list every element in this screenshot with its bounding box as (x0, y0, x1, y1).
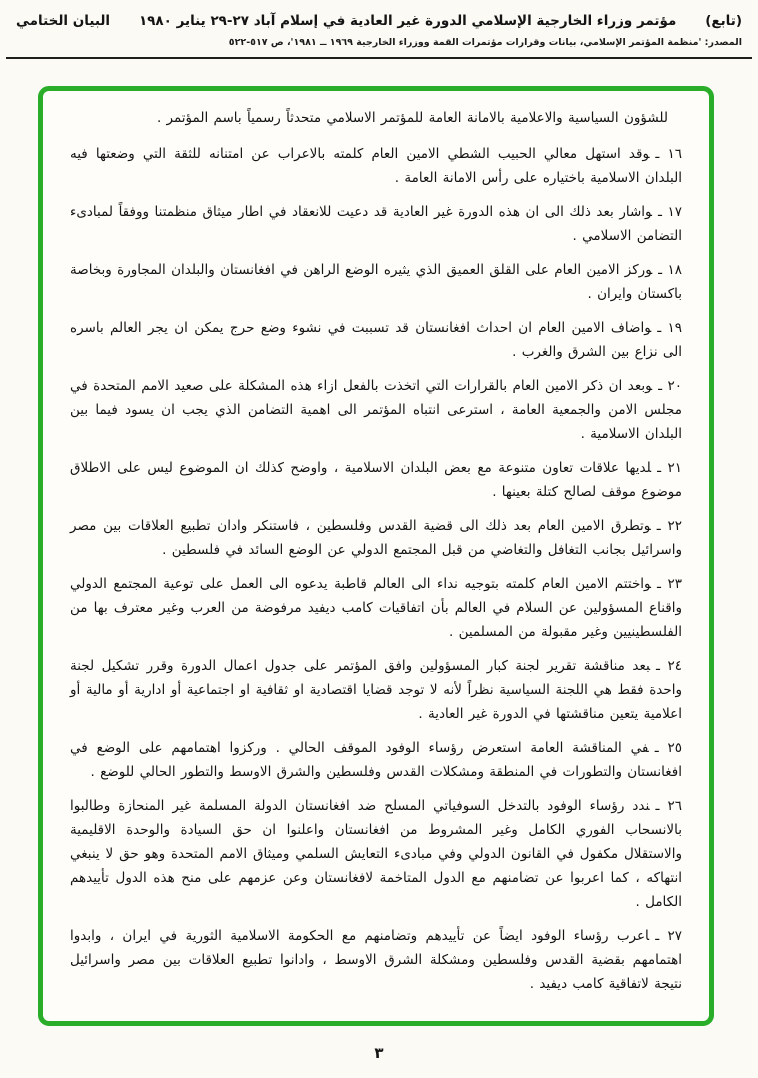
body-paragraph-26 (70, 794, 682, 914)
paragraph-text: وركز الامين العام على القلق العميق الذي يثيره الوضع الراهن في افغانستان والبلدان المجاورة وبخاصة باكستان وايران . (70, 262, 682, 302)
body-paragraph-24 (70, 654, 682, 726)
body-paragraph-27 (70, 924, 682, 996)
body-paragraph-18 (70, 258, 682, 306)
paragraph-text: وتطرق الامين العام بعد ذلك الى قضية القدس وفلسطين ، فاستنكر وادان تطبيع العلاقات بين مصر واسرائيل بجانب التغافل والتغاضي من قبل المجتمع الدولي عن الوضع السائد في فلسطين . (70, 518, 682, 558)
paragraph-number: ٢٣ ـ (657, 576, 682, 592)
intro-paragraph: للشؤون السياسية والاعلامية بالامانة العامة للمؤتمر الاسلامي متحدثاً رسمياً باسم المؤتمر . (156, 110, 668, 126)
document-title-line (16, 13, 742, 29)
body-paragraph-19 (70, 316, 682, 364)
paragraph-number: ٢٦ ـ (655, 798, 682, 814)
paragraph-text: واختتم الامين العام كلمته بتوجيه نداء الى العالم قاطبة يدعوه الى العمل على توعية المجتمع الدولي واقناع المسؤولين عن السلام في العالم بأن اتفاقيات كامب ديفيد مرفوضة من العرب وغير معترف بها من الفلسطينيين وغير مقبولة من المسلمين . (70, 576, 682, 640)
paragraph-number: ١٧ ـ (657, 204, 682, 220)
paragraph-number: ٢٢ ـ (656, 518, 682, 534)
source-line: المصدر: 'منظمة المؤتمر الإسلامي، بيانات وقرارات مؤتمرات القمة ووزراء الخارجية ١٩٦٩ ــ ١٩٨١'، ص ٥١٧-٥٢٢ (228, 37, 742, 48)
body-paragraph-16 (70, 142, 682, 190)
paragraph-number: ٢٥ ـ (654, 740, 682, 756)
paragraph-text: واضاف الامين العام ان احداث افغانستان قد تسببت في نشوء وضع حرج يمكن ان يجر العالم باسره الى نزاع بين الشرق والغرب . (70, 320, 682, 360)
paragraph-number: ٢٤ ـ (656, 658, 682, 674)
document-body-frame (38, 86, 714, 1026)
page-number: ٣ (374, 1044, 384, 1062)
paragraph-number: ٢٧ ـ (655, 928, 683, 944)
paragraph-number: ١٦ ـ (655, 146, 682, 162)
continued-label: (تابع) (705, 13, 742, 29)
paragraph-text: وقد استهل معالي الحبيب الشطي الامين العام كلمته بالاعراب عن امتنانه للثقة التي وضعتها فيه البلدان الاسلامية باختياره على رأس الامانة العامة . (70, 146, 682, 186)
paragraph-number: ٢١ ـ (657, 460, 683, 476)
paragraph-text: واشار بعد ذلك الى ان هذه الدورة غير العادية قد دعيت للانعقاد في اطار ميثاق منظمتنا ووفقاً لمبادىء التضامن الاسلامي . (70, 204, 682, 244)
paragraph-number: ١٩ ـ (657, 320, 683, 336)
document-title: مؤتمر وزراء الخارجية الإسلامي الدورة غير العادية في إسلام آباد ٢٧-٢٩ يناير ١٩٨٠ (138, 13, 677, 29)
paragraph-text: وبعد ان ذكر الامين العام بالقرارات التي اتخذت بالفعل ازاء هذه المشكلة على صعيد الامم المتحدة في مجلس الامن والجمعية العامة ، استرعى انتباه المؤتمر الى اهمية التضامن الذي يجب ان يسود فيما بين البلدان الاسلامية . (70, 378, 682, 442)
body-paragraph-23 (70, 572, 682, 644)
paragraph-text: بعد مناقشة تقرير لجنة كبار المسؤولين وافق المؤتمر على جدول اعمال الدورة وقرر تشكيل لجنة واحدة فقط هي اللجنة السياسية نظراً لأنه لا توجد قضايا اقتصادية او ثقافية او اجتماعية أو ادارية أو مالية أو اعلامية يتعين مناقشتها في الدورة غير العادية . (70, 658, 682, 722)
body-paragraph-21 (70, 456, 682, 504)
paragraph-text: ندد رؤساء الوفود بالتدخل السوفياتي المسلح ضد افغانستان الدولة المسلمة غير المنحازة وطالبوا بالانسحاب الفوري الكامل وغير المشروط من افغانستان واعلنوا ان حق السيادة والوحدة الاقليمية والاستقلال مكفول في القانون الدولي وفي مبادىء التعايش السلمي وميثاق الامم المتحدة وهو حق لا ينبغي انتهاكه ، كما اعربوا عن تضامنهم مع الدول المتاخمة لافغانستان وعن عزمهم على منح هذه الدول تأييدهم الكامل . (70, 798, 682, 910)
document-subtitle: البيان الختامي (16, 13, 111, 29)
paragraph-text: اعرب رؤساء الوفود ايضاً عن تأييدهم وتضامنهم مع الحكومة الاسلامية الثورية في ايران ، وابدوا اهتمامهم بقضية القدس وفلسطين ومشكلة الشرق الاوسط ، وادانوا تطبيع العلاقات بين مصر واسرائيل نتيجة لاتفاقية كامب ديفيد . (70, 928, 682, 992)
body-paragraph-25 (70, 736, 682, 784)
body-paragraph-22 (70, 514, 682, 562)
body-paragraph-17 (70, 200, 682, 248)
paragraph-text: لديها علاقات تعاون متنوعة مع بعض البلدان الاسلامية ، واوضح كذلك ان الموضوع ليس على الاطلاق موضوع موقف لصالح كتلة بعينها . (70, 460, 682, 500)
page-header (0, 0, 758, 48)
paragraph-number: ٢٠ ـ (658, 378, 682, 394)
paragraph-number: ١٨ ـ (658, 262, 682, 278)
header-divider (6, 57, 752, 59)
body-paragraph-20 (70, 374, 682, 446)
paragraph-text: في المناقشة العامة استعرض رؤساء الوفود الموقف الحالي . وركزوا اهتمامهم على الوضع في افغانستان والتطورات في المنطقة ومشكلات القدس وفلسطين والشرق الاوسط والتطور الحالي للوضع . (70, 740, 682, 780)
